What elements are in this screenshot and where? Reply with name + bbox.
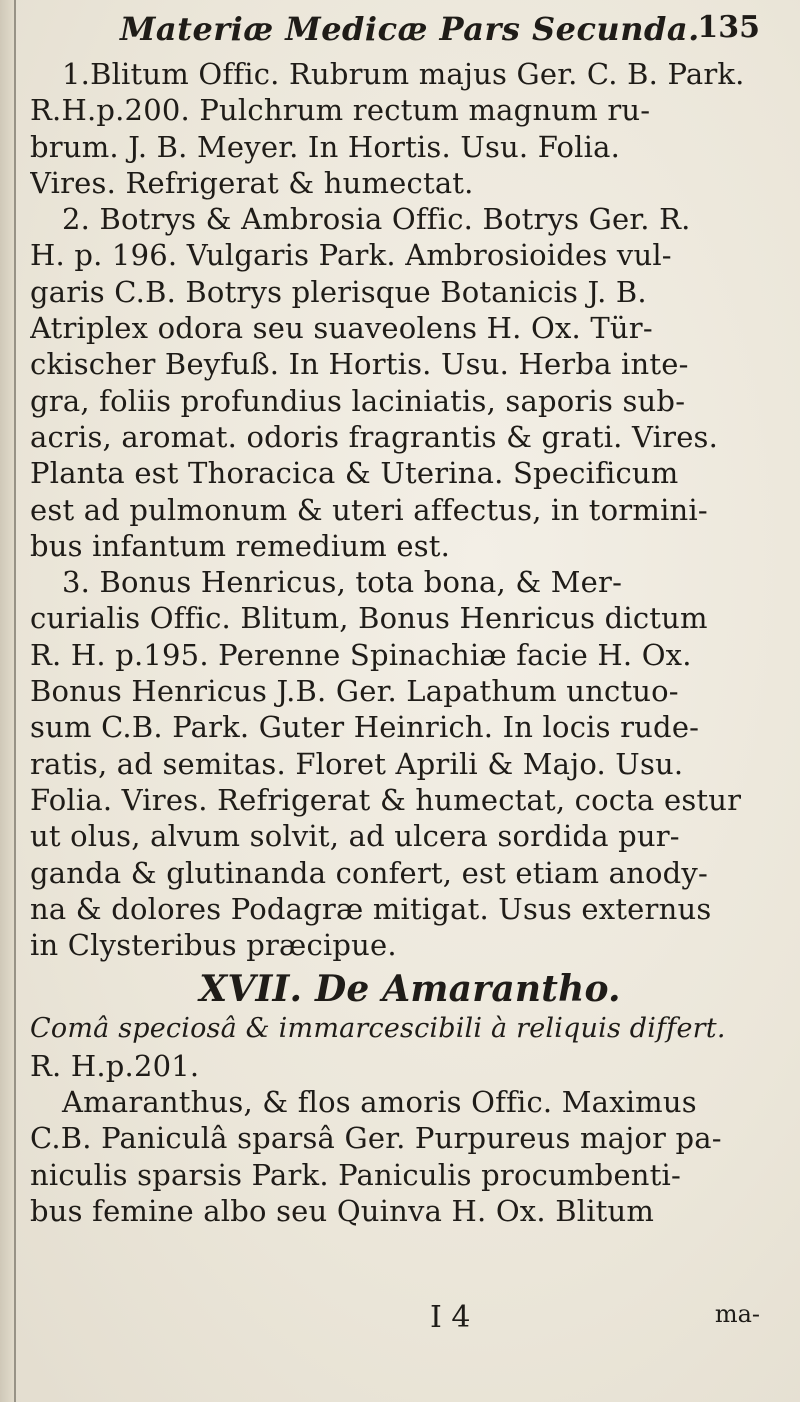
running-header: [120, 8, 760, 52]
text-line: in Clysteribus præcipue.: [30, 928, 397, 963]
text-line: Vires. Refrigerat & humectat.: [30, 165, 474, 200]
text-line: R. H. p.195. Perenne Spinachiæ facie H. Ox.: [30, 637, 692, 672]
text-line: ckischer Beyfuß. In Hortis. Usu. Herba inte-: [30, 347, 689, 382]
text-line: Atriplex odora seu suaveolens H. Ox. Tür-: [30, 311, 653, 346]
text-line: H. p. 196. Vulgaris Park. Ambrosioides vul-: [30, 238, 672, 273]
text-line: gra, foliis profundius laciniatis, saporis sub-: [30, 383, 686, 418]
text-line: 3. Bonus Henricus, tota bona, & Mer-: [62, 565, 623, 600]
text-line: 1.Blitum Offic. Rubrum majus Ger. C. B. Park.: [62, 57, 745, 91]
section-heading: XVII. De Amarantho.: [199, 968, 621, 1011]
text-line: Comâ speciosâ & immarcescibili à reliquis differt.: [30, 1013, 726, 1045]
text-line: ganda & glutinanda confert, est etiam anody-: [30, 855, 709, 890]
page-number: 135: [697, 10, 760, 45]
text-line: 2. Botrys & Ambrosia Offic. Botrys Ger. R.: [62, 202, 691, 237]
text-line: niculis sparsis Park. Paniculis procumbenti-: [30, 1157, 682, 1192]
text-line: R.H.p.200. Pulchrum rectum magnum ru-: [30, 93, 651, 128]
text-line: ratis, ad semitas. Floret Aprili & Majo. Usu.: [30, 746, 684, 781]
text-line: bus infantum remedium est.: [30, 528, 451, 563]
text-line: R. H.p.201.: [30, 1048, 200, 1083]
text-line: Folia. Vires. Refrigerat & humectat, cocta estur: [30, 782, 742, 817]
text-line: Planta est Thoracica & Uterina. Specificum: [30, 456, 679, 491]
text-body: [30, 56, 790, 1229]
margin-rule: [14, 0, 16, 1402]
text-line: brum. J. B. Meyer. In Hortis. Usu. Folia.: [30, 129, 621, 164]
text-line: curialis Offic. Blitum, Bonus Henricus dictum: [30, 601, 708, 636]
text-line: bus femine albo seu Quinva H. Ox. Blitum: [30, 1193, 655, 1228]
text-line: C.B. Paniculâ sparsâ Ger. Purpureus major pa-: [30, 1121, 722, 1156]
signature-mark: I 4: [430, 1300, 471, 1335]
text-line: est ad pulmonum & uteri affectus, in tormini-: [30, 492, 708, 527]
text-line: Amaranthus, & flos amoris Offic. Maximus: [62, 1085, 697, 1120]
text-line: Bonus Henricus J.B. Ger. Lapathum unctuo-: [30, 674, 679, 709]
text-line: acris, aromat. odoris fragrantis & grati. Vires.: [30, 419, 719, 454]
text-line: garis C.B. Botrys plerisque Botanicis J. B.: [30, 274, 647, 309]
running-title: Materiæ Medicæ Pars Secunda.: [120, 10, 700, 48]
text-line: na & dolores Podagræ mitigat. Usus externus: [30, 891, 712, 926]
text-line: sum C.B. Park. Guter Heinrich. In locis rude-: [30, 710, 700, 745]
text-line: ut olus, alvum solvit, ad ulcera sordida pur-: [30, 819, 680, 854]
catchword: ma-: [714, 1300, 760, 1328]
